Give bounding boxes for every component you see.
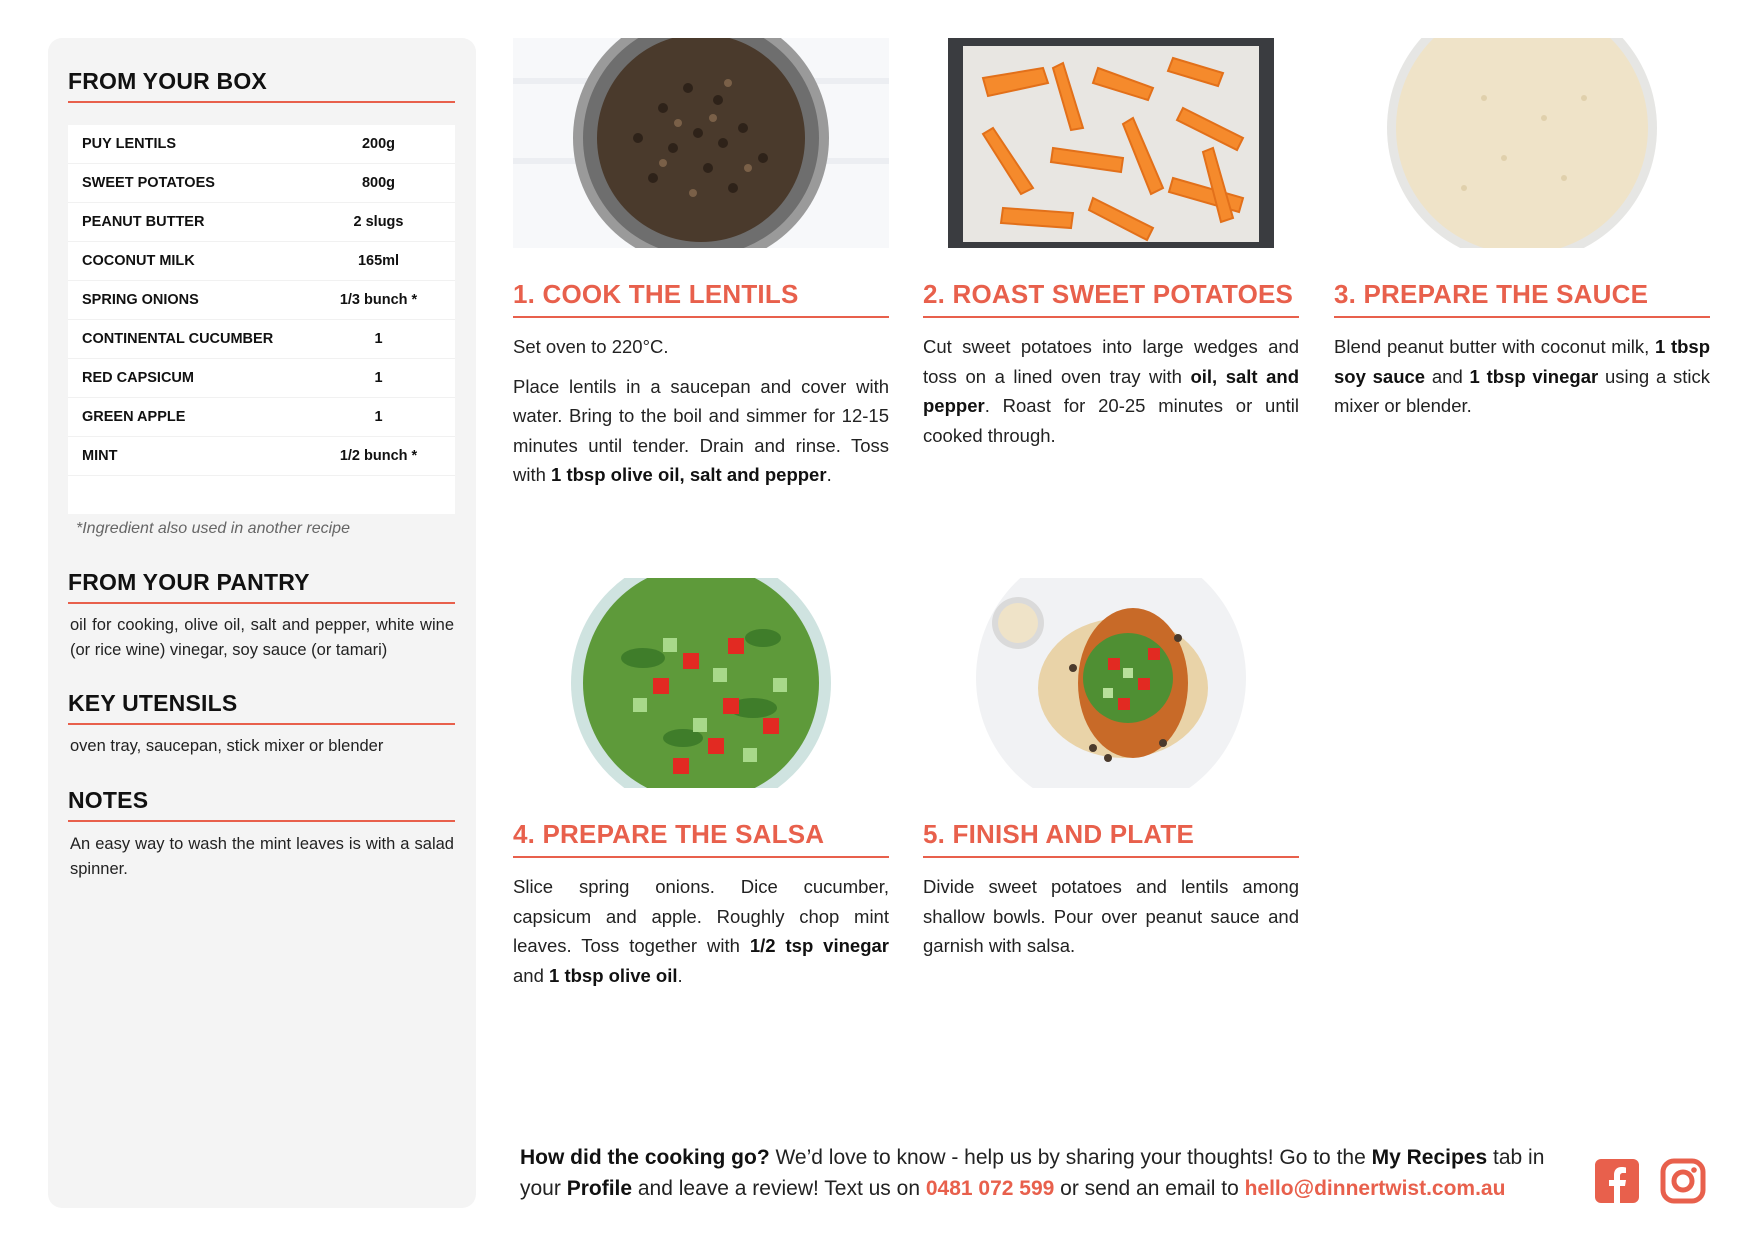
ingredient-name: PEANUT BUTTER [68,203,332,242]
ingredient-name: COCONUT MILK [68,242,332,281]
key-utensils-heading: KEY UTENSILS [68,690,455,725]
step-3-para-1: Blend peanut butter with coconut milk, 1 tbsp soy sauce and 1 tbsp vinegar using a stick mixer or blender. [1334,336,1711,416]
step-2-text [923,332,1299,460]
step-1-text [513,332,889,500]
profile-label: Profile [566,1177,633,1200]
instagram-icon[interactable] [1660,1158,1706,1204]
sweet-potatoes-image [923,38,1299,248]
ingredient-row [68,242,455,281]
step-3-text [1334,332,1710,431]
from-your-box-heading: FROM YOUR BOX [68,68,455,103]
facebook-icon[interactable] [1594,1158,1640,1204]
ingredient-qty: 2 slugs [332,203,455,242]
ingredient-row [68,320,455,359]
step-5-title: 5. FINISH AND PLATE [923,819,1299,858]
ingredient-row [68,359,455,398]
step-1-title: 1. COOK THE LENTILS [513,279,889,318]
step-5-text [923,872,1299,971]
from-your-pantry-heading: FROM YOUR PANTRY [68,569,455,604]
feedback-question: How did the cooking go? [520,1146,770,1169]
plated-dish-image [923,578,1299,788]
ingredients-sidebar [48,38,476,1208]
step-4-title: 4. PREPARE THE SALSA [513,819,889,858]
ingredient-name: SWEET POTATOES [68,164,332,203]
phone-link[interactable]: 0481 072 599 [925,1177,1055,1200]
ingredients-footnote: *Ingredient also used in another recipe [76,520,350,537]
pantry-text: oil for cooking, olive oil, salt and pepper, white wine (or rice wine) vinegar, soy sauce (or tamari) [70,616,454,659]
step-4-text [513,872,889,1000]
ingredient-qty: 165ml [332,242,455,281]
utensils-text: oven tray, saucepan, stick mixer or blender [70,737,384,755]
ingredient-name: SPRING ONIONS [68,281,332,320]
ingredient-row [68,398,455,437]
ingredient-qty: 1 [332,398,455,437]
ingredient-qty: 200g [332,125,455,164]
ingredient-qty: 1/3 bunch * [332,281,455,320]
ingredient-row [68,125,455,164]
step-2-title: 2. ROAST SWEET POTATOES [923,279,1299,318]
ingredient-qty: 1 [332,320,455,359]
ingredient-qty: 800g [332,164,455,203]
email-link[interactable]: hello@dinnertwist.com.au [1244,1177,1506,1200]
ingredients-table [68,125,455,514]
ingredient-qty: 1/2 bunch * [332,437,455,476]
lentils-image [513,38,889,248]
salsa-image [513,578,889,788]
ingredient-qty: 1 [332,359,455,398]
feedback-text: How did the cooking go? We’d love to know - help us by sharing your thoughts! Go to the My Recipes tab in your Profile and leave a review! Text us on 0481 072 599 or send an email to hello@dinnertwist.com.au [520,1146,1545,1200]
step-1-para-2: Place lentils in a saucepan and cover with water. Bring to the boil and simmer for 12-15 minutes until tender. Drain and rinse. Toss with 1 tbsp olive oil, salt and pepper. [513,375,889,485]
peanut-sauce-image [1334,38,1710,248]
notes-text: An easy way to wash the mint leaves is with a salad spinner. [70,835,454,878]
ingredient-row [68,164,455,203]
step-2-para-1: Cut sweet potatoes into large wedges and toss on a lined oven tray with oil, salt and pepper. Roast for 20-25 minutes or until cooked through. [923,336,1299,446]
ingredient-spacer-row [68,476,455,515]
ingredient-name: RED CAPSICUM [68,359,332,398]
step-3-title: 3. PREPARE THE SAUCE [1334,279,1710,318]
step-4-para-1: Slice spring onions. Dice cucumber, capsicum and apple. Roughly chop mint leaves. Toss together with 1/2 tsp vinegar and 1 tbsp olive oil. [513,876,889,986]
ingredient-name: PUY LENTILS [68,125,332,164]
ingredient-name: MINT [68,437,332,476]
ingredient-name: CONTINENTAL CUCUMBER [68,320,332,359]
my-recipes-label: My Recipes [1371,1146,1488,1169]
ingredient-row [68,281,455,320]
step-5-para-1: Divide sweet potatoes and lentils among shallow bowls. Pour over peanut sauce and garnish with salsa. [923,876,1299,956]
ingredient-row [68,203,455,242]
step-1-para-1: Set oven to 220°C. [513,336,669,357]
ingredient-row [68,437,455,476]
ingredient-name: GREEN APPLE [68,398,332,437]
notes-heading: NOTES [68,787,455,822]
